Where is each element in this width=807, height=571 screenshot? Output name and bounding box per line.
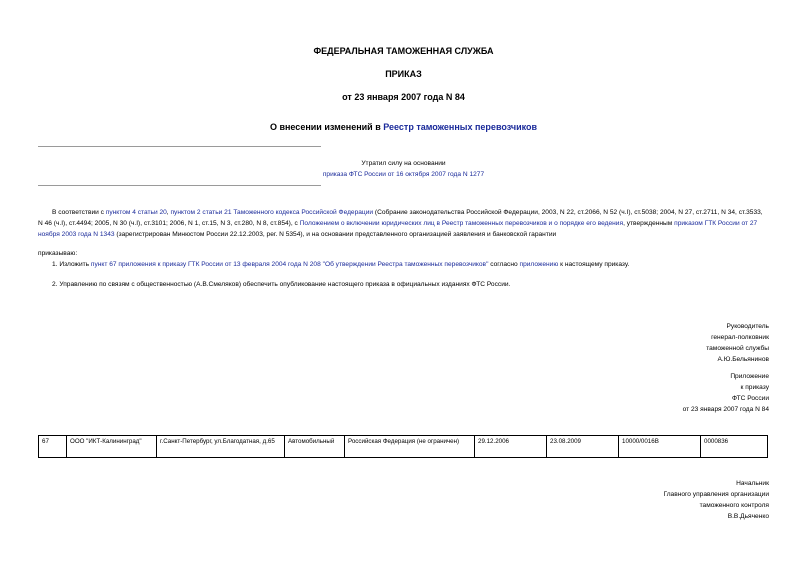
code-article-21-link[interactable]: пунктом 2 статьи 21 Таможенного кодекса Российской Федерации: [170, 209, 374, 216]
divider-bottom: [38, 185, 321, 186]
doc-subject: [0, 122, 807, 132]
appendix-line-1: Приложение: [730, 373, 769, 380]
signature-line-1: Руководитель: [726, 323, 769, 330]
preamble: [38, 207, 768, 240]
item1-text-3: к настоящему приказу.: [558, 261, 630, 268]
signature-block: [706, 321, 769, 365]
item1-text-2: согласно: [488, 261, 520, 268]
appendix-caption: [683, 371, 769, 415]
chief-line-2: Главного управления организации: [663, 491, 769, 498]
preamble-text-2: ,: [166, 209, 171, 216]
order-word: приказываю:: [38, 250, 78, 257]
appendix-line-4: от 23 января 2007 года N 84: [682, 406, 769, 413]
chief-line-4: В.В.Дьяченко: [727, 513, 769, 520]
signature-line-3: таможенной службы: [706, 345, 769, 352]
preamble-text-1: В соответствии с: [52, 209, 106, 216]
table-cell: Автомобильный: [285, 436, 345, 458]
preamble-text-3: (Собрание законодательства Российской Федерации, 2003, N 22, ст.2066, N 52 (ч.I), ст.5038; 2004, N 27, ст.2711, N 34, ст.3533, N 46 (ч.I), ст.4494; 2005, N 30 (ч.I), ст.3101; 2006, N 1, ст.15, N 3, ст.280, N 8, ст.854), с: [38, 209, 763, 227]
table-cell: Российская Федерация (не ограничен): [345, 436, 475, 458]
order-item-2: 2. Управлению по связям с общественностью (А.В.Смеляков) обеспечить опубликование настоящего приказа в официальных изданиях ФТС России.: [52, 281, 511, 288]
table-cell: 29.12.2006: [475, 436, 547, 458]
regulation-link[interactable]: Положением о включении юридических лиц в Реестр таможенных перевозчиков и о порядке его ведения: [299, 220, 624, 227]
table-cell: 10000/0016В: [619, 436, 701, 458]
subject-prefix: О внесении изменений в: [269, 122, 384, 132]
table-cell: 0000836: [701, 436, 768, 458]
signature-line-4: А.Ю.Бельянинов: [717, 356, 769, 363]
appendix-link[interactable]: приложению: [519, 261, 559, 268]
status-note: Утратил силу на основании: [361, 160, 446, 167]
appendix-line-2: к приказу: [740, 384, 769, 391]
table-row: [39, 436, 768, 458]
signature-line-2: генерал-полковник: [711, 334, 769, 341]
divider-top: [38, 146, 321, 147]
table-cell: 23.08.2009: [547, 436, 619, 458]
org-name: ФЕДЕРАЛЬНАЯ ТАМОЖЕННАЯ СЛУЖБА: [313, 46, 494, 56]
code-article-20-link[interactable]: пунктом 4 статьи 20: [105, 209, 167, 216]
table-cell: г.Санкт-Петербург, ул.Благодатная, д.65: [157, 436, 285, 458]
chief-line-1: Начальник: [736, 480, 769, 487]
preamble-text-4: , утвержденным: [623, 220, 675, 227]
gtk-order-208-link[interactable]: пункт 67 приложения к приказу ГТК России от 13 февраля 2004 года N 208 "Об утверждении Реестра таможенных перевозчиков": [90, 261, 489, 268]
repeal-order-link[interactable]: приказа ФТС России от 16 октября 2007 года N 1277: [322, 171, 485, 178]
gtk-order-link[interactable]: приказом ГТК России от 27 ноября 2003 года N 1343: [38, 220, 758, 238]
item1-text-1: 1. Изложить: [52, 261, 91, 268]
registry-link[interactable]: Реестр таможенных перевозчиков: [383, 122, 538, 132]
registry-table: [38, 435, 768, 458]
preamble-text-5: (зарегистрирован Минюстом России 22.12.2003, рег. N 5354), и на основании представленного организацией заявления и банковской гарантии: [114, 231, 557, 238]
order-item-1: [52, 259, 768, 270]
table-cell: ООО "ИКТ-Калининград": [67, 436, 157, 458]
table-cell: 67: [39, 436, 67, 458]
chief-line-3: таможенного контроля: [699, 502, 769, 509]
chief-signature-block: [664, 478, 770, 522]
doc-type: ПРИКАЗ: [385, 69, 422, 79]
doc-date: от 23 января 2007 года N 84: [342, 92, 465, 102]
appendix-line-3: ФТС России: [732, 395, 769, 402]
